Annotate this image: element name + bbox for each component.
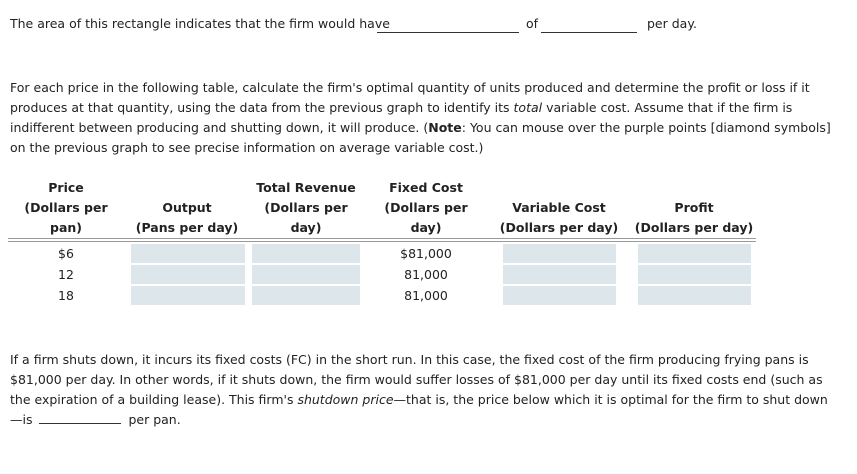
shutdown-paragraph: If a firm shuts down, it incurs its fixed costs (FC) in the short run. In this case, the fixed cost of the firm producing frying pans is $81,000 per day. In other words, if it shuts down, the firm would suffer losses of $81,000 per day until its fixed costs end (such as the expiration of a building lease). This firm's shutdown price—that is, the price below which it is optimal for the firm to shut down—is per pan. bbox=[10, 352, 828, 427]
row2-total-revenue-input[interactable] bbox=[252, 265, 360, 284]
header-divider-2 bbox=[8, 241, 756, 242]
row3-price: 18 bbox=[58, 288, 74, 303]
row1-fixed-cost: $81,000 bbox=[400, 246, 452, 261]
of-label: of bbox=[526, 16, 539, 31]
row3-output-input[interactable] bbox=[131, 286, 245, 305]
row2-price: 12 bbox=[58, 267, 74, 282]
row3-total-revenue-input[interactable] bbox=[252, 286, 360, 305]
per-day-label: per day. bbox=[647, 16, 697, 31]
per-pan-label: per pan. bbox=[128, 412, 181, 427]
header-divider bbox=[8, 238, 756, 239]
header-profit: Profit (Dollars per day) bbox=[634, 200, 754, 235]
row1-profit-input[interactable] bbox=[638, 244, 751, 263]
header-variable-cost: Variable Cost (Dollars per day) bbox=[499, 200, 619, 235]
row2-profit-input[interactable] bbox=[638, 265, 751, 284]
rectangle-area-prompt: The area of this rectangle indicates that the firm would have bbox=[10, 16, 390, 31]
header-total-revenue: Total Revenue (Dollars per day) bbox=[256, 180, 356, 235]
row1-price: $6 bbox=[58, 246, 74, 261]
shutdown-price-blank[interactable] bbox=[39, 411, 121, 424]
row1-total-revenue-input[interactable] bbox=[252, 244, 360, 263]
row2-fixed-cost: 81,000 bbox=[404, 267, 448, 282]
header-output: Output (Pans per day) bbox=[135, 200, 239, 235]
row3-variable-cost-input[interactable] bbox=[503, 286, 616, 305]
row2-output-input[interactable] bbox=[131, 265, 245, 284]
row1-output-input[interactable] bbox=[131, 244, 245, 263]
area-answer-blank-1[interactable] bbox=[377, 31, 519, 33]
instructions-paragraph: For each price in the following table, calculate the firm's optimal quantity of units produced and determine the profit or loss if it produces at that quantity, using the data from the previous graph to identify its total variable cost. Assume that if the firm is indifferent between producing and shutting down, it will produce. (Note: You can mouse over the purple points [diamond symbols] on the previous graph to see precise information on average variable cost.) bbox=[10, 80, 831, 155]
row3-profit-input[interactable] bbox=[638, 286, 751, 305]
header-fixed-cost: Fixed Cost (Dollars per day) bbox=[384, 180, 468, 235]
header-price: Price (Dollars per pan) bbox=[24, 180, 108, 235]
row2-variable-cost-input[interactable] bbox=[503, 265, 616, 284]
row3-fixed-cost: 81,000 bbox=[404, 288, 448, 303]
area-answer-blank-2[interactable] bbox=[541, 31, 637, 33]
row1-variable-cost-input[interactable] bbox=[503, 244, 616, 263]
